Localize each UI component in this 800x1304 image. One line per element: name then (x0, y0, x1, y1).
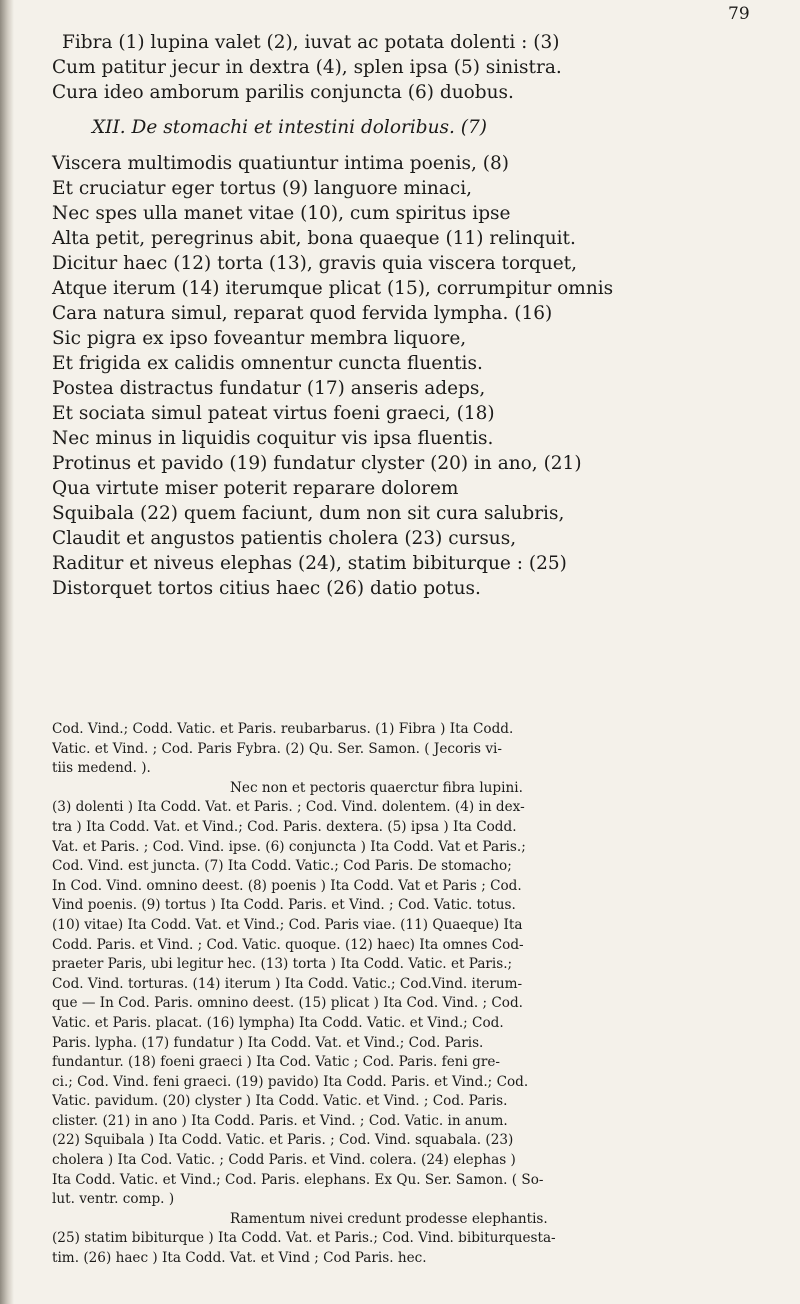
footnote-line: praeter Paris, ubi legitur hec. (13) torta ) Ita Codd. Vatic. et Paris.; (52, 956, 513, 973)
verse-line: Fibra (1) lupina valet (2), iuvat ac potata dolenti : (3) (62, 32, 560, 53)
footnote-line: ci.; Cod. Vind. feni graeci. (19) pavido) Ita Codd. Paris. et Vind.; Cod. (52, 1073, 529, 1090)
page-binding-edge (0, 0, 14, 1304)
verse-line: Viscera multimodis quatiuntur intima poenis, (8) (52, 153, 509, 174)
verse-line: Alta petit, peregrinus abit, bona quaeque (11) relinquit. (52, 228, 576, 249)
footnote-line: tra ) Ita Codd. Vat. et Vind.; Cod. Paris. dextera. (5) ipsa ) Ita Codd. (52, 818, 517, 835)
verse-line: Dicitur haec (12) torta (13), gravis quia viscera torquet, (52, 253, 577, 274)
footnote-line: lut. ventr. comp. ) (52, 1191, 175, 1208)
verse-line: Atque iterum (14) iterumque plicat (15), corrumpitur omnis (52, 278, 614, 299)
verse-line: Cura ideo amborum parilis conjuncta (6) duobus. (52, 82, 514, 103)
footnotes (52, 720, 774, 1269)
footnote-line: tiis medend. ). (52, 760, 151, 777)
footnote-line: clister. (21) in ano ) Ita Codd. Paris. et Vind. ; Cod. Vatic. in anum. (52, 1112, 508, 1129)
page-number: 79 (728, 4, 750, 24)
footnote-line: Vatic. et Paris. placat. (16) lympha) Ita Codd. Vatic. et Vind.; Cod. (52, 1014, 504, 1031)
verse-line: Squibala (22) quem faciunt, dum non sit cura salubris, (52, 503, 565, 524)
verse-line: Nec minus in liquidis coquitur vis ipsa fluentis. (52, 428, 494, 449)
footnote-verse: Nec non et pectoris quaerctur fibra lupini. (230, 779, 523, 796)
footnote-line: cholera ) Ita Cod. Vatic. ; Codd Paris. et Vind. colera. (24) elephas ) (52, 1152, 516, 1169)
footnote-line: Vind poenis. (9) tortus ) Ita Codd. Paris. et Vind. ; Cod. Vatic. totus. (52, 897, 516, 914)
footnote-verse: Ramentum nivei credunt prodesse elephantis. (230, 1210, 548, 1227)
footnote-line: (10) vitae) Ita Codd. Vat. et Vind.; Cod. Paris viae. (11) Quaeque) Ita (52, 916, 523, 933)
verse-line: Protinus et pavido (19) fundatur clyster (20) in ano, (21) (52, 453, 582, 474)
footnote-line: Paris. lypha. (17) fundatur ) Ita Codd. Vat. et Vind.; Cod. Paris. (52, 1034, 484, 1051)
section-title: XII. De stomachi et intestini doloribus. (7) (92, 117, 487, 138)
verse-line: Et sociata simul pateat virtus foeni graeci, (18) (52, 403, 495, 424)
footnote-line: Vatic. pavidum. (20) clyster ) Ita Codd. Vatic. et Vind. ; Cod. Paris. (52, 1093, 508, 1110)
verse-line: Et frigida ex calidis omnentur cuncta fluentis. (52, 353, 483, 374)
verse-line: Cara natura simul, reparat quod fervida lympha. (16) (52, 303, 553, 324)
footnote-line: tim. (26) haec ) Ita Codd. Vat. et Vind ; Cod Paris. hec. (52, 1250, 427, 1267)
footnote-line: (22) Squibala ) Ita Codd. Vatic. et Paris. ; Cod. Vind. squabala. (23) (52, 1132, 514, 1149)
footnote-line: Vatic. et Vind. ; Cod. Paris Fybra. (2) Qu. Ser. Samon. ( Jecoris vi- (52, 740, 502, 757)
footnote-line: Vat. et Paris. ; Cod. Vind. ipse. (6) conjuncta ) Ita Codd. Vat et Paris.; (52, 838, 526, 855)
footnote-line: fundantur. (18) foeni graeci ) Ita Cod. Vatic ; Cod. Paris. feni gre- (52, 1054, 501, 1071)
verse-line: Distorquet tortos citius haec (26) datio potus. (52, 578, 481, 599)
verse-line: Et cruciatur eger tortus (9) languore minaci, (52, 178, 472, 199)
footnote-line: Codd. Paris. et Vind. ; Cod. Vatic. quoque. (12) haec) Ita omnes Cod- (52, 936, 524, 953)
footnote-line: In Cod. Vind. omnino deest. (8) poenis ) Ita Codd. Vat et Paris ; Cod. (52, 877, 522, 894)
verse-block-top (52, 30, 774, 601)
footnote-line: Cod. Vind. est juncta. (7) Ita Codd. Vatic.; Cod Paris. De stomacho; (52, 858, 512, 875)
verse-line: Sic pigra ex ipso foveantur membra liquore, (52, 328, 467, 349)
footnote-line: Ita Codd. Vatic. et Vind.; Cod. Paris. elephans. Ex Qu. Ser. Samon. ( So- (52, 1171, 544, 1188)
footnote-line: Cod. Vind.; Codd. Vatic. et Paris. reubarbarus. (1) Fibra ) Ita Codd. (52, 721, 514, 737)
verse-line: Raditur et niveus elephas (24), statim bibiturque : (25) (52, 553, 567, 574)
verse-line: Cum patitur jecur in dextra (4), splen ipsa (5) sinistra. (52, 57, 562, 78)
footnote-line: Cod. Vind. torturas. (14) iterum ) Ita Codd. Vatic.; Cod.Vind. iterum- (52, 975, 523, 992)
verse-line: Nec spes ulla manet vitae (10), cum spiritus ipse (52, 203, 511, 224)
verse-line: Postea distractus fundatur (17) anseris adeps, (52, 378, 486, 399)
footnote-line: que — In Cod. Paris. omnino deest. (15) plicat ) Ita Cod. Vind. ; Cod. (52, 995, 523, 1012)
footnote-line: (25) statim bibiturque ) Ita Codd. Vat. et Paris.; Cod. Vind. bibiturquesta- (52, 1230, 556, 1247)
footnote-line: (3) dolenti ) Ita Codd. Vat. et Paris. ; Cod. Vind. dolentem. (4) in dex- (52, 799, 525, 816)
verse-line: Claudit et angustos patientis cholera (23) cursus, (52, 528, 517, 549)
verse-line: Qua virtute miser poterit reparare dolorem (52, 478, 459, 499)
